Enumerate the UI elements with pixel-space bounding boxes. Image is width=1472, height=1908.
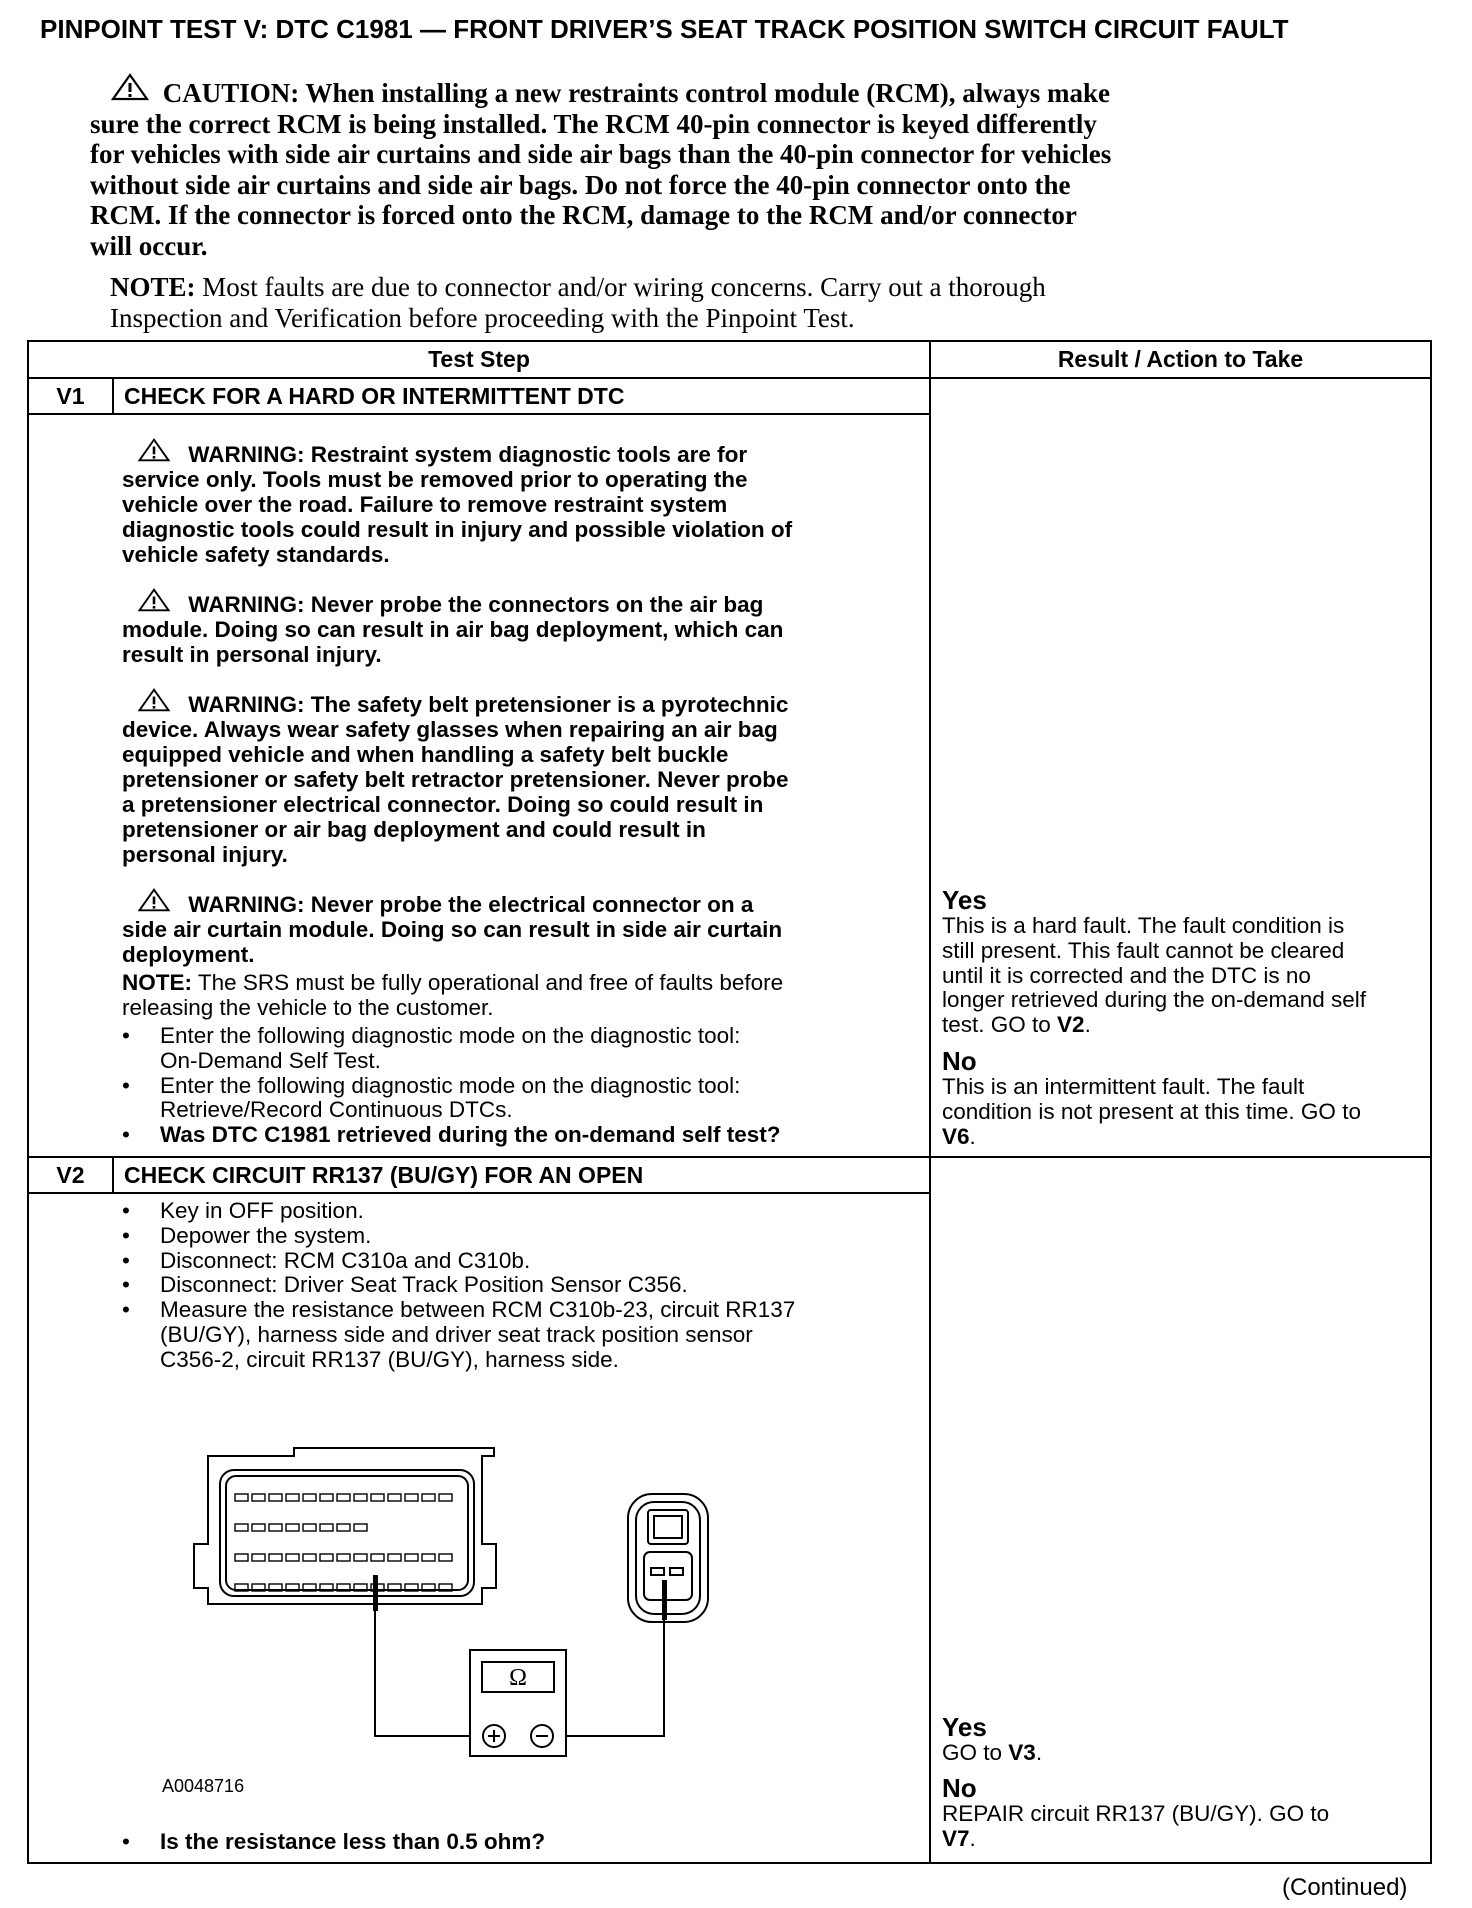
- header-result-action: Result / Action to Take: [1057, 346, 1304, 372]
- step-instructions: [122, 1024, 902, 1148]
- pin-row-1: [235, 1494, 452, 1501]
- note-block: [110, 272, 1310, 333]
- warning-block: [122, 588, 912, 667]
- caution-line: for vehicles with side air curtains and side air bags than the 40-pin connector for vehicles: [90, 139, 1112, 169]
- list-item: • Disconnect: Driver Seat Track Position Sensor C356.: [122, 1272, 688, 1298]
- caution-line: will occur.: [90, 230, 208, 261]
- caution-line: without side air curtains and side air bags. Do not force the 40-pin connector onto the: [90, 169, 1071, 200]
- step-question: Was DTC C1981 retrieved during the on-demand self test?: [160, 1122, 781, 1148]
- no-label: No: [942, 1773, 977, 1803]
- continued-label: (Continued): [1282, 1874, 1408, 1901]
- result-no: No REPAIR circuit RR137 (BU/GY). GO to V7.: [942, 1774, 1432, 1852]
- bullet-icon: •: [122, 1198, 130, 1223]
- step-instructions: [122, 1199, 902, 1373]
- step-question: Is the resistance less than 0.5 ohm?: [160, 1829, 546, 1854]
- note-label: NOTE:: [110, 272, 196, 302]
- bullet-icon: •: [122, 1272, 130, 1298]
- warning-text: side air curtain module. Doing so can result in side air curtain: [122, 917, 783, 942]
- warning-block: [122, 888, 912, 967]
- result-no: No This is an intermittent fault. The fault condition is not present at this time. GO to V6.: [942, 1047, 1432, 1149]
- warning-block: [122, 438, 912, 567]
- warning-triangle-icon: [110, 72, 150, 102]
- warning-triangle-icon: [134, 588, 174, 612]
- warning-text: deployment.: [122, 942, 255, 967]
- note-text: Inspection and Verification before proceeding with the Pinpoint Test.: [110, 302, 855, 333]
- warning-text: WARNING: Never probe the electrical connector on a: [188, 892, 754, 917]
- goto-link[interactable]: V2: [1057, 1012, 1085, 1038]
- caution-line: RCM. If the connector is forced onto the RCM, damage to the RCM and/or connector: [90, 200, 1077, 230]
- warning-text: module. Doing so can result in air bag deployment, which can: [122, 617, 784, 642]
- caution-text: CAUTION: When installing a new restraints control module (RCM), always make: [162, 78, 1111, 108]
- list-item: [122, 1830, 902, 1855]
- meter-probes: [373, 1575, 667, 1620]
- step-id-v2: V2: [56, 1162, 85, 1188]
- figure-code: A0048716: [162, 1776, 245, 1796]
- sensor-connector-c356: [628, 1494, 708, 1622]
- result-yes: Yes GO to V3.: [942, 1713, 1432, 1766]
- connector-pins: [235, 1494, 452, 1591]
- caution-line: sure the correct RCM is being installed. The RCM 40-pin connector is keyed differently: [90, 108, 1097, 139]
- warning-triangle-icon: [134, 438, 174, 462]
- step-question-list: [122, 1830, 902, 1855]
- list-item: • Disconnect: RCM C310a and C310b.: [122, 1247, 531, 1273]
- pin-row-2: [235, 1524, 367, 1531]
- warning-text: vehicle over the road. Failure to remove restraint system: [122, 492, 728, 517]
- note-text: The SRS must be fully operational and free of faults before: [192, 970, 784, 995]
- warning-text: a pretensioner electrical connector. Doing so could result in: [122, 792, 764, 817]
- bullet-icon: •: [122, 1829, 130, 1854]
- rcm-connector-c310b: [194, 1448, 496, 1604]
- caution-line: [110, 72, 1350, 109]
- resistance-test-diagram: [180, 1440, 740, 1780]
- bullet-icon: •: [122, 1122, 130, 1148]
- warning-text: pretensioner or safety belt retractor pretensioner. Never probe: [122, 767, 789, 792]
- note-text: releasing the vehicle to the customer.: [122, 995, 494, 1020]
- bullet-icon: •: [122, 1023, 130, 1048]
- list-item: • Measure the resistance between RCM C310b-23, circuit RR137 (BU/GY), harness side and driver seat track position sensor C356-2, circuit RR137 (BU/GY), harness side.: [122, 1297, 796, 1372]
- yes-label: Yes: [942, 1712, 987, 1742]
- note-label: NOTE:: [122, 970, 192, 995]
- page-title: PINPOINT TEST V: DTC C1981 — FRONT DRIVER’S SEAT TRACK POSITION SWITCH CIRCUIT FAULT: [40, 14, 1289, 44]
- caution-block: [90, 72, 1350, 261]
- bullet-icon: •: [122, 1297, 130, 1323]
- ohmmeter: [470, 1650, 566, 1756]
- list-item: [122, 1123, 902, 1148]
- pin-row-3: [235, 1554, 452, 1561]
- bullet-icon: •: [122, 1247, 130, 1273]
- step-note: [122, 970, 783, 1020]
- warning-text: service only. Tools must be removed prior to operating the: [122, 467, 748, 492]
- step-id-v1: V1: [56, 383, 85, 409]
- goto-link[interactable]: V3: [1008, 1740, 1036, 1765]
- warning-text: device. Always wear safety glasses when repairing an air bag: [122, 717, 778, 742]
- ohm-symbol: Ω: [509, 1665, 527, 1691]
- warning-text: WARNING: The safety belt pretensioner is a pyrotechnic: [188, 692, 789, 717]
- warning-text: WARNING: Never probe the connectors on the air bag: [188, 592, 764, 617]
- step-title-v1: CHECK FOR A HARD OR INTERMITTENT DTC: [124, 383, 625, 409]
- warning-block: [122, 688, 912, 867]
- warning-text: personal injury.: [122, 842, 288, 867]
- list-item: • Key in OFF position.: [122, 1198, 364, 1223]
- warning-text: result in personal injury.: [122, 642, 382, 667]
- warning-text: diagnostic tools could result in injury and possible violation of: [122, 517, 793, 542]
- bullet-icon: •: [122, 1072, 130, 1098]
- yes-label: Yes: [942, 885, 987, 915]
- result-yes: Yes This is a hard fault. The fault condition is still present. This fault cannot be cleared until it is corrected and the DTC is no longer retrieved during the on-demand self test. GO to V2.: [942, 886, 1432, 1038]
- step-title-v2: CHECK CIRCUIT RR137 (BU/GY) FOR AN OPEN: [124, 1162, 644, 1188]
- list-item: • Enter the following diagnostic mode on the diagnostic tool: Retrieve/Record Continuous DTCs.: [122, 1072, 741, 1123]
- header-test-step: Test Step: [428, 346, 530, 372]
- goto-link[interactable]: V7: [942, 1825, 970, 1851]
- no-label: No: [942, 1046, 977, 1076]
- list-item: • Enter the following diagnostic mode on the diagnostic tool: On-Demand Self Test.: [122, 1023, 741, 1073]
- goto-link[interactable]: V6: [942, 1123, 970, 1149]
- warning-text: WARNING: Restraint system diagnostic tools are for: [188, 442, 748, 467]
- warning-text: vehicle safety standards.: [122, 542, 390, 567]
- note-text: Most faults are due to connector and/or wiring concerns. Carry out a thorough: [195, 272, 1046, 302]
- bullet-icon: •: [122, 1222, 130, 1248]
- warning-text: pretensioner or air bag deployment and could result in: [122, 817, 706, 842]
- warning-text: equipped vehicle and when handling a safety belt buckle: [122, 742, 729, 767]
- list-item: • Depower the system.: [122, 1222, 372, 1248]
- warning-triangle-icon: [134, 688, 174, 712]
- warning-triangle-icon: [134, 888, 174, 912]
